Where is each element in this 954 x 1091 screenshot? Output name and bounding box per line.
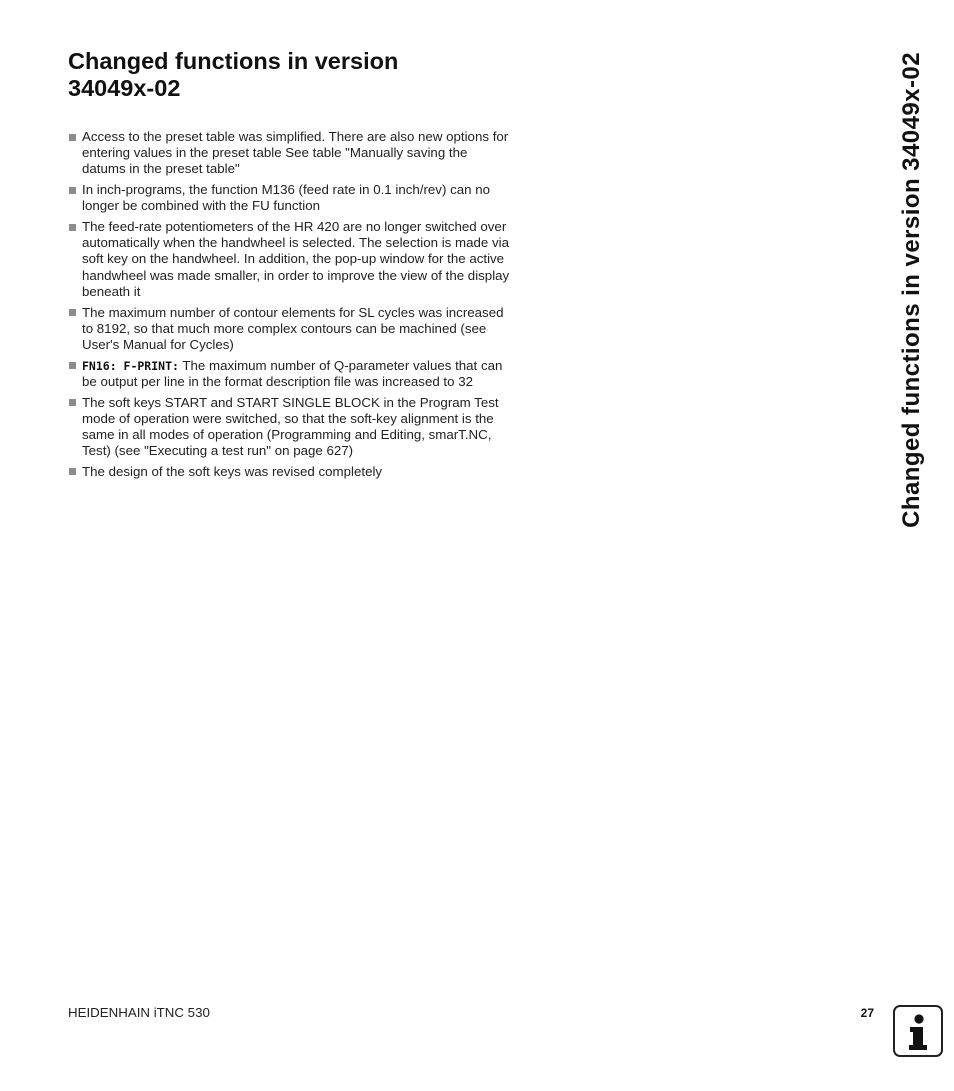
list-item-text: The design of the soft keys was revised completely bbox=[82, 463, 383, 479]
square-bullet-icon bbox=[69, 187, 76, 194]
square-bullet-icon bbox=[69, 224, 76, 231]
square-bullet-icon bbox=[69, 362, 76, 369]
list-item bbox=[68, 358, 510, 390]
page-number: 27 bbox=[860, 1006, 874, 1020]
page-title-line-1: Changed functions in version bbox=[68, 48, 399, 74]
list-item-text: The soft keys START and START SINGLE BLOCK in the Program Test mode of operation were switched, so that the soft-key alignment is the same in all modes of operation (Programming and Editing, smarT.NC, Test) (see "Executing a test run" on page 627) bbox=[82, 394, 499, 459]
list-item-text: Access to the preset table was simplified. There are also new options for entering values in the preset table See table "Manually saving the datums in the preset table" bbox=[82, 129, 509, 177]
change-list bbox=[68, 129, 510, 485]
square-bullet-icon bbox=[69, 134, 76, 141]
list-item bbox=[68, 129, 510, 178]
list-item-text: The maximum number of contour elements for SL cycles was increased to 8192, so that much more complex contours can be machined (see User's Manual for Cycles) bbox=[82, 304, 504, 352]
list-item bbox=[68, 395, 510, 460]
square-bullet-icon bbox=[69, 309, 76, 316]
list-item bbox=[68, 305, 510, 354]
info-glyph bbox=[895, 1007, 941, 1055]
list-item-text: The feed-rate potentiometers of the HR 420 are no longer switched over automatically when the handwheel is selected. The selection is made via soft key on the handwheel. In addition, the pop-up window for the active handwheel was made smaller, in order to improve the view of the display beneath it bbox=[82, 219, 510, 299]
list-item bbox=[68, 464, 510, 480]
side-title-container bbox=[895, 52, 929, 536]
list-item-text: In inch-programs, the function M136 (feed rate in 0.1 inch/rev) can no longer be combined with the FU function bbox=[82, 182, 490, 214]
list-item bbox=[68, 182, 510, 214]
list-item bbox=[68, 219, 510, 300]
info-icon bbox=[893, 1005, 943, 1057]
side-running-title: Changed functions in version 34049x-02 bbox=[898, 52, 925, 528]
footer-product-name: HEIDENHAIN iTNC 530 bbox=[68, 1005, 210, 1020]
page-title-line-2: 34049x-02 bbox=[68, 75, 181, 101]
function-code-term: FN16: F-PRINT: bbox=[82, 358, 179, 373]
square-bullet-icon bbox=[69, 399, 76, 406]
list-item-text: The maximum number of Q-parameter values that can be output per line in the format description file was increased to 32 bbox=[82, 357, 503, 389]
square-bullet-icon bbox=[69, 468, 76, 475]
page-title bbox=[68, 48, 508, 102]
